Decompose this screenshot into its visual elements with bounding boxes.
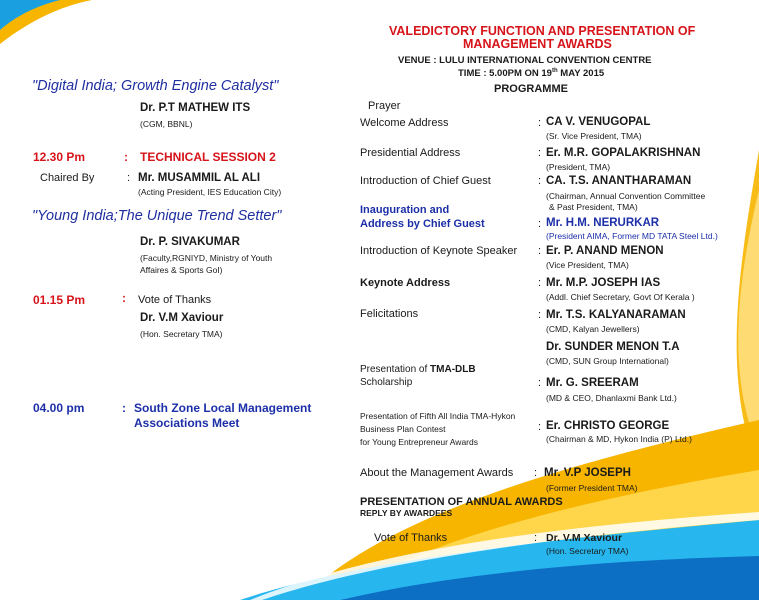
chair-designation: (Acting President, IES Education City)	[138, 187, 282, 197]
item-label: About the Management Awards	[360, 467, 514, 479]
chaired-colon: :	[127, 172, 131, 184]
item-label: Presidential Address	[360, 147, 461, 159]
item-label: Introduction of Keynote Speaker	[360, 245, 518, 257]
vote-name: Dr. V.M Xaviour	[546, 532, 623, 544]
item-label-line2: Address by Chief Guest	[360, 218, 485, 230]
session-colon: :	[124, 150, 128, 164]
item-name: Er. CHRISTO GEORGE	[546, 420, 670, 432]
meet-title-line2: Associations Meet	[134, 416, 240, 430]
item-colon: :	[538, 377, 542, 389]
speaker-name: Dr. P.T MATHEW ITS	[140, 102, 251, 114]
item-label: Felicitations	[360, 308, 419, 320]
item-colon: :	[538, 117, 542, 129]
annual-awards-heading: PRESENTATION OF ANNUAL AWARDS	[360, 496, 563, 508]
item-desc: (Vice President, TMA)	[546, 260, 629, 270]
event-title-line2: MANAGEMENT AWARDS	[463, 37, 612, 51]
speaker-name: Dr. P. SIVAKUMAR	[140, 236, 240, 248]
item-name: Er. P. ANAND MENON	[546, 245, 664, 257]
meet-colon: :	[122, 401, 126, 415]
vote-colon: :	[534, 532, 538, 544]
vote-of-thanks-label: Vote of Thanks	[138, 294, 212, 306]
item-desc: (Chairman & MD, Hykon India (P) Ltd.)	[546, 434, 692, 444]
item-name: CA V. VENUGOPAL	[546, 116, 651, 128]
item-colon: :	[538, 218, 542, 230]
item-name: Er. M.R. GOPALAKRISHNAN	[546, 147, 701, 159]
item-colon: :	[538, 421, 542, 433]
theme-digital-india: "Digital India; Growth Engine Catalyst"	[32, 78, 279, 94]
item-label: Introduction of Chief Guest	[360, 175, 491, 187]
item-desc: (Former President TMA)	[546, 483, 638, 493]
item-colon: :	[538, 309, 542, 321]
item-label: Presentation of Fifth All India TMA-Hykon	[360, 411, 516, 421]
theme-young-india: "Young India;The Unique Trend Setter"	[32, 208, 282, 224]
item-desc: (President, TMA)	[546, 162, 611, 172]
item-colon: :	[538, 147, 542, 159]
speaker-designation: (CGM, BBNL)	[140, 119, 193, 129]
item-name: CA. T.S. ANANTHARAMAN	[546, 175, 692, 187]
item-label-line3: for Young Entrepreneur Awards	[360, 437, 478, 447]
item-label: Welcome Address	[360, 117, 449, 129]
chaired-by-label: Chaired By	[40, 172, 95, 184]
speaker-designation: (Faculty,RGNIYD, Ministry of Youth	[140, 253, 273, 263]
item-colon: :	[538, 277, 542, 289]
speaker-designation-line2: Affaires & Sports GoI)	[140, 265, 223, 275]
item-label-line2: Scholarship	[360, 377, 413, 388]
item-name: Mr. M.P. JOSEPH IAS	[546, 277, 661, 289]
item-desc: (Chairman, Annual Convention Committee	[546, 191, 706, 201]
chair-name: Mr. MUSAMMIL AL ALI	[138, 172, 261, 184]
item-desc: (MD & CEO, Dhanlaxmi Bank Ltd.)	[546, 393, 677, 403]
item-colon: :	[538, 175, 542, 187]
item-name: Mr. G. SREERAM	[546, 377, 639, 389]
item-desc: (Addl. Chief Secretary, Govt Of Kerala )	[546, 292, 695, 302]
session-title: TECHNICAL SESSION 2	[140, 150, 276, 164]
item-desc-line2: & Past President, TMA)	[549, 202, 638, 212]
item-colon: :	[534, 467, 538, 479]
event-title: VALEDICTORY FUNCTION AND PRESENTATION OF	[389, 24, 696, 38]
session-time: 12.30 Pm	[33, 150, 86, 164]
item-desc-2: (CMD, SUN Group International)	[546, 356, 669, 366]
item-name: Mr. H.M. NERURKAR	[546, 217, 660, 229]
item-label: Presentation of TMA-DLB	[360, 364, 476, 375]
item-label-line2: Business Plan Contest	[360, 424, 446, 434]
item-desc: (Sr. Vice President, TMA)	[546, 131, 642, 141]
reply-heading: REPLY BY AWARDEES	[360, 508, 453, 518]
vote-designation: (Hon. Secretary TMA)	[546, 546, 629, 556]
item-label: Inauguration and	[360, 204, 450, 216]
item-desc: (President AIMA, Former MD TATA Steel Ltd.)	[546, 231, 718, 241]
item-desc: (CMD, Kalyan Jewellers)	[546, 324, 640, 334]
prayer: Prayer	[368, 100, 401, 112]
item-colon: :	[538, 245, 542, 257]
item-name-2: Dr. SUNDER MENON T.A	[546, 341, 680, 353]
vote-of-thanks-label: Vote of Thanks	[374, 532, 448, 544]
vote-colon: :	[122, 291, 126, 305]
item-name: Mr. V.P JOSEPH	[544, 467, 631, 479]
vote-time: 01.15 Pm	[33, 293, 86, 307]
item-label: Keynote Address	[360, 277, 451, 289]
meet-title: South Zone Local Management	[134, 401, 312, 415]
venue: VENUE : LULU INTERNATIONAL CONVENTION CENTRE	[398, 55, 652, 66]
item-name: Mr. T.S. KALYANARAMAN	[546, 309, 686, 321]
event-time: TIME : 5.00PM ON 19th MAY 2015	[458, 68, 605, 80]
programme-heading: PROGRAMME	[494, 83, 568, 95]
meet-time: 04.00 pm	[33, 401, 85, 415]
vote-name: Dr. V.M Xaviour	[140, 312, 224, 324]
vote-designation: (Hon. Secretary TMA)	[140, 329, 223, 339]
